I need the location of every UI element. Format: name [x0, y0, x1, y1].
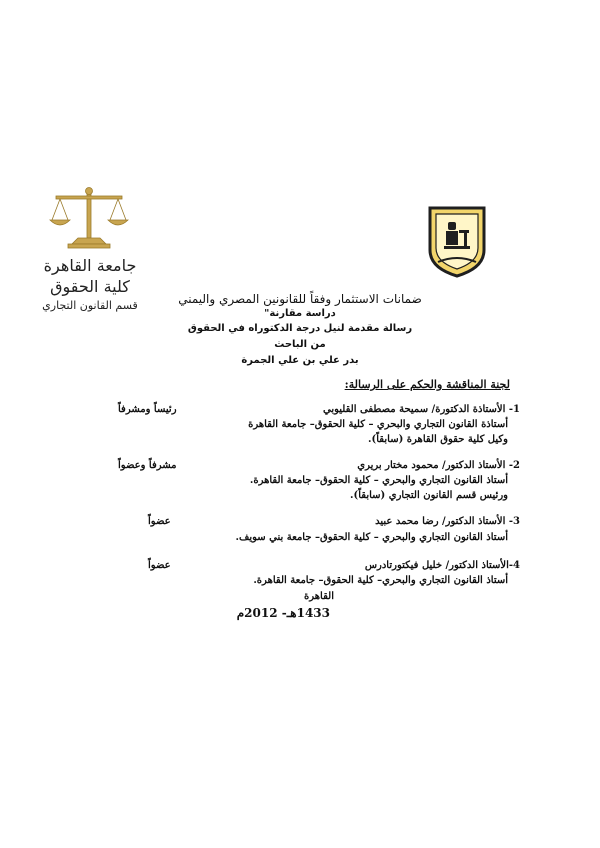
committee-heading: لجنة المناقشة والحكم على الرسالة:: [344, 378, 510, 391]
thesis-purpose: رسالة مقدمة لنيل درجة الدكتوراه في الحقوق: [187, 323, 413, 334]
faculty-name: كلية الحقوق: [50, 277, 130, 296]
member-1-role: رئيساً ومشرفاً: [118, 404, 177, 415]
scales-of-justice-icon: [48, 186, 130, 250]
member-4-role: عضواً: [148, 560, 171, 571]
member-2-name: 2- الأستاذ الدكتور/ محمود مختار بريري: [357, 460, 520, 471]
cairo-university-logo: [426, 206, 488, 278]
footer-city: القاهرة: [304, 591, 334, 602]
member-2-detail-2: ورئيس قسم القانون التجاري (سابقاً).: [350, 490, 508, 501]
member-3-name: 3- الأستاذ الدكتور/ رضا محمد عبيد: [375, 516, 520, 527]
member-1-detail-1: أستاذة القانون التجاري والبحري – كلية الحقوق– جامعة القاهرة: [248, 419, 508, 430]
footer-date: 1433هـ- 2012م: [236, 606, 330, 620]
thesis-title: ضمانات الاستثمار وفقاً للقانونين المصري واليمني: [178, 292, 422, 306]
committee-member-2: [120, 460, 520, 508]
department-name: قسم القانون التجاري: [42, 299, 138, 312]
member-4-detail-1: أستاذ القانون التجاري والبحري– كلية الحقوق– جامعة القاهرة.: [253, 575, 508, 586]
thesis-subtitle: دراسة مقارنة": [264, 308, 336, 319]
by-label: من الباحث: [274, 339, 326, 350]
member-1-detail-2: وكيل كلية حقوق القاهرة (سابقاً).: [368, 434, 508, 445]
member-3-detail-1: أستاذ القانون التجاري والبحري – كلية الحقوق– جامعة بني سويف.: [235, 532, 508, 543]
member-4-name: 4-الأستاذ الدكتور/ خليل فيكتورتادرس: [364, 560, 520, 571]
committee-member-3: [120, 516, 520, 548]
university-name: جامعة القاهرة: [43, 256, 137, 275]
member-2-role: مشرفاً وعضواً: [118, 460, 177, 471]
committee-member-4: [120, 560, 520, 592]
member-1-name: 1- الأستاذة الدكتورة/ سميحة مصطفى القليوبي: [323, 404, 520, 415]
committee-member-1: [120, 404, 520, 452]
member-3-role: عضواً: [148, 516, 171, 527]
author-name: بدر علي بن علي الجمرة: [241, 355, 359, 366]
member-2-detail-1: أستاذ القانون التجاري والبحري – كلية الحقوق– جامعة القاهرة.: [249, 475, 508, 486]
